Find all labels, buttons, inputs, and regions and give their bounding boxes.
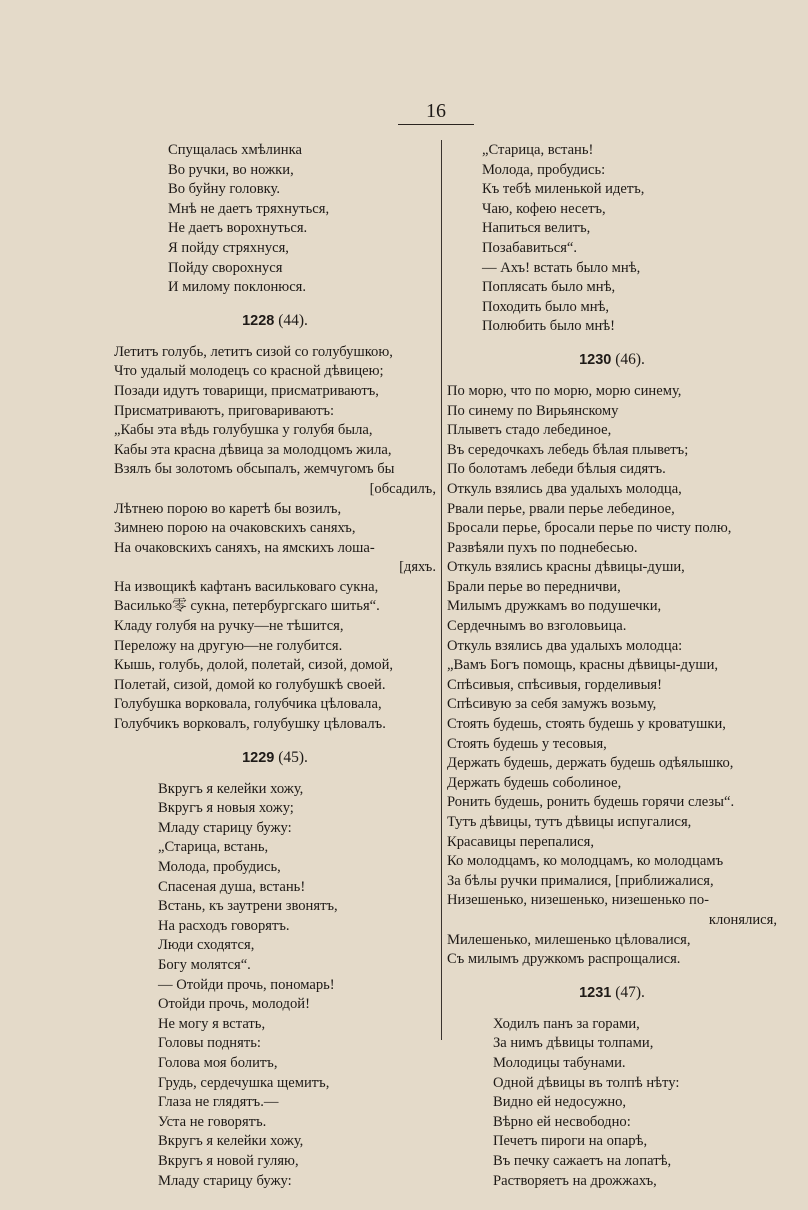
verse-line: Что удалый молодецъ со красной дѣвицею;	[114, 363, 384, 380]
verse-line: Во ручки, во ножки,	[168, 161, 294, 178]
verse-line: По морю, что по морю, морю синему,	[447, 382, 682, 399]
verse-line: Одной дѣвицы въ толпѣ нѣту:	[493, 1074, 680, 1091]
verse-line: Кабы эта красна дѣвица за молодцомъ жила,	[114, 441, 392, 458]
verse-line: Кышь, голубь, долой, полетай, сизой, домой,	[114, 657, 394, 674]
column-divider	[441, 140, 442, 1040]
verse-line-continuation: [дяхъ.	[399, 559, 436, 576]
verse-line-continuation: клонялися,	[708, 911, 777, 928]
song-heading-1228	[114, 309, 436, 333]
verse-line: „Кабы эта вѣдь голубушка у голубя была,	[114, 422, 373, 439]
song-number: 1231	[579, 984, 612, 1001]
page-number-rule	[398, 124, 474, 125]
verse-line: Тутъ дѣвицы, тутъ дѣвицы испугалися,	[447, 814, 692, 830]
verse-line: Къ тебѣ миленькой идетъ,	[482, 181, 645, 198]
verse-line: По болотамъ лебеди бѣлыя сидятъ.	[447, 461, 666, 478]
verse-line: Ронить будешь, ронить будешь горячи слезы“.	[447, 794, 735, 811]
verse-line: За бѣлы ручки прималися, [приближалися,	[447, 872, 714, 889]
verse-line: Голубчикъ ворковалъ, голубушку цѣловалъ.	[114, 716, 386, 733]
verse-line: Молодицы табунами.	[493, 1054, 626, 1071]
verse-line: Голубушка ворковала, голубчика цѣловала,	[114, 696, 382, 713]
verse-line: Рвали перье, рвали перье лебединое,	[447, 500, 675, 517]
verse-line: Грудь, сердечушка щемитъ,	[158, 1074, 330, 1091]
verse-line: Взялъ бы золотомъ обсыпалъ, жемчугомъ бы	[114, 461, 395, 478]
verse-line: На расходъ говорятъ.	[158, 917, 290, 934]
verse-line: Спасеная душа, встань!	[158, 878, 306, 895]
verse-line: Голова моя болитъ,	[158, 1054, 278, 1071]
verse-line: Видно ей недосужно,	[493, 1094, 627, 1111]
verse-line: Чаю, кофею несетъ,	[482, 200, 606, 217]
verse-line-continuation: [обсадилъ,	[369, 480, 436, 497]
verse-line: — Ахъ! встать было мнѣ,	[482, 259, 641, 276]
right-column	[447, 141, 777, 1191]
verse-line: Печетъ пироги на опарѣ,	[493, 1133, 648, 1150]
verse-line: Держать будешь, держать будешь одѣялышко,	[447, 755, 734, 772]
verse-line: Младу старицу бужу:	[158, 1172, 292, 1189]
verse-line: Во буйну головку.	[168, 181, 280, 198]
verse-line: Переложу на другую—не голубится.	[114, 637, 343, 654]
verse-line: Вкругъ я новыя хожу;	[158, 800, 294, 817]
verse-line: Вкругъ я новой гуляю,	[158, 1152, 299, 1169]
verse-line: Растворяетъ на дрожжахъ,	[493, 1172, 657, 1189]
verse-line: Откуль взялись красны дѣвицы-души,	[447, 559, 685, 576]
verse-line: Милымъ дружкамъ во подушечки,	[447, 598, 662, 615]
verse-line: Молода, пробудись:	[482, 161, 606, 178]
verse-line: Спѣсивыя, спѣсивыя, горделивыя!	[447, 676, 662, 693]
song-subnumber: (44).	[278, 311, 308, 329]
verse-line: Головы поднять:	[158, 1035, 261, 1052]
page-number: 16	[426, 100, 446, 122]
song-subnumber: (47).	[615, 983, 645, 1001]
song-1229	[114, 780, 436, 1191]
song-heading-1231	[447, 981, 777, 1005]
verse-line: Вкругъ я келейки хожу,	[158, 780, 304, 797]
verse-line: На извощикѣ кафтанъ васильковаго сукна,	[114, 578, 379, 595]
verse-line: Поплясать было мнѣ,	[482, 279, 616, 296]
verse-line: Отойди прочь, молодой!	[158, 996, 310, 1013]
verse-line: Позабавиться“.	[482, 239, 578, 256]
song-1228	[114, 343, 436, 735]
verse-line: Стоять будешь, стоять будешь у кроватушки,	[447, 716, 726, 733]
verse-line: Откуль взялись два удалыхъ молодца,	[447, 480, 682, 497]
verse-line: Стоять будешь у тесовыя,	[447, 735, 607, 752]
verse-line: Спущалась хмѣлинка	[168, 142, 302, 158]
verse-line: Лѣтнею порою во каретѣ бы возилъ,	[114, 500, 342, 517]
verse-line: Уста не говорятъ.	[158, 1113, 267, 1130]
verse-line: Я пойду стряхнуся,	[168, 239, 289, 256]
verse-line: Красавицы перепалися,	[447, 833, 595, 850]
song-1230	[447, 382, 777, 970]
song-1231	[447, 1015, 777, 1191]
verse-line: Люди сходятся,	[158, 937, 255, 954]
verse-line: Летитъ голубь, летитъ сизой со голубушкою,	[114, 343, 393, 360]
verse-line: Вѣрно ей несвободно:	[493, 1113, 631, 1130]
verse-line: Младу старицу бужу:	[158, 819, 292, 836]
verse-fragment	[114, 141, 436, 298]
verse-line: Не могу я встать,	[158, 1015, 266, 1032]
song-number: 1228	[242, 312, 275, 329]
song-subnumber: (45).	[278, 748, 308, 766]
verse-line: Зимнею порою на очаковскихъ саняхъ,	[114, 520, 356, 537]
verse-line: Въ печку сажаетъ на лопатѣ,	[493, 1152, 672, 1169]
verse-line: Спѣсивую за себя замужъ возьму,	[447, 696, 657, 713]
verse-line: Полюбить было мнѣ!	[482, 318, 616, 335]
verse-line: Брали перье во передничви,	[447, 578, 621, 595]
verse-line: Кладу голубя на ручку—не тѣшится,	[114, 618, 344, 635]
verse-line: На очаковскихъ саняхъ, на ямскихъ лоша-	[114, 539, 375, 556]
verse-line: Полетай, сизой, домой ко голубушкѣ своей.	[114, 676, 386, 693]
verse-line: Откуль взялись два удалыхъ молодца:	[447, 637, 683, 654]
verse-line: „Старица, встань,	[158, 839, 269, 856]
verse-line: Напиться велитъ,	[482, 220, 591, 237]
verse-line: Вкругъ я келейки хожу,	[158, 1133, 304, 1150]
verse-line: Пойду сворохнуся	[168, 259, 283, 276]
verse-line: Присматриваютъ, приговариваютъ:	[114, 402, 335, 419]
left-column	[114, 141, 436, 1191]
song-heading-1230	[447, 348, 777, 372]
verse-line: Плыветъ стадо лебединое,	[447, 422, 612, 439]
song-subnumber: (46).	[615, 350, 645, 368]
verse-line: Въ середочкахъ лебедь бѣлая плыветъ;	[447, 441, 689, 458]
verse-line: Съ милымъ дружкомъ распрощалися.	[447, 951, 681, 968]
verse-line: — Отойди прочь, пономарь!	[158, 976, 335, 993]
song-number: 1229	[242, 749, 275, 766]
verse-line: Ходилъ панъ за горами,	[493, 1015, 640, 1032]
verse-line: Милешенько, милешенько цѣловалися,	[447, 931, 691, 948]
verse-line: Низешенько, низешенько, низешенько по-	[447, 892, 710, 909]
verse-line: Молода, пробудись,	[158, 859, 281, 875]
verse-line: Богу молятся“.	[158, 956, 251, 973]
verse-line: По синему по Вирьянскому	[447, 402, 619, 419]
verse-line: Бросали перье, бросали перье по чисту полю,	[447, 520, 732, 537]
verse-line: За нимъ дѣвицы толпами,	[493, 1035, 654, 1052]
verse-line: Держать будешь соболиное,	[447, 774, 622, 791]
verse-line: Мнѣ не даетъ тряхнуться,	[168, 200, 330, 217]
verse-line: Встань, къ заутрени звонятъ,	[158, 898, 338, 915]
verse-line: „Старица, встань!	[482, 142, 594, 158]
verse-line: Не даетъ ворохнуться.	[168, 220, 308, 237]
verse-line: Развѣяли пухъ по поднебесью.	[447, 539, 638, 556]
verse-line: И милому поклонюся.	[168, 279, 307, 296]
verse-line: Позади идутъ товарищи, присматриваютъ,	[114, 382, 379, 399]
verse-line: Походить было мнѣ,	[482, 298, 610, 315]
song-heading-1229	[114, 746, 436, 770]
verse-fragment	[447, 141, 777, 337]
verse-line: Сердечнымъ во взголовьица.	[447, 618, 627, 635]
verse-line: Василько零 сукна, петербургскаго шитья“.	[114, 598, 380, 615]
verse-line: „Вамъ Богъ помощь, красны дѣвицы-души,	[447, 657, 719, 674]
verse-line: Ко молодцамъ, ко молодцамъ, ко молодцамъ	[447, 853, 724, 870]
song-number: 1230	[579, 351, 612, 368]
verse-line: Глаза не глядятъ.—	[158, 1094, 279, 1111]
